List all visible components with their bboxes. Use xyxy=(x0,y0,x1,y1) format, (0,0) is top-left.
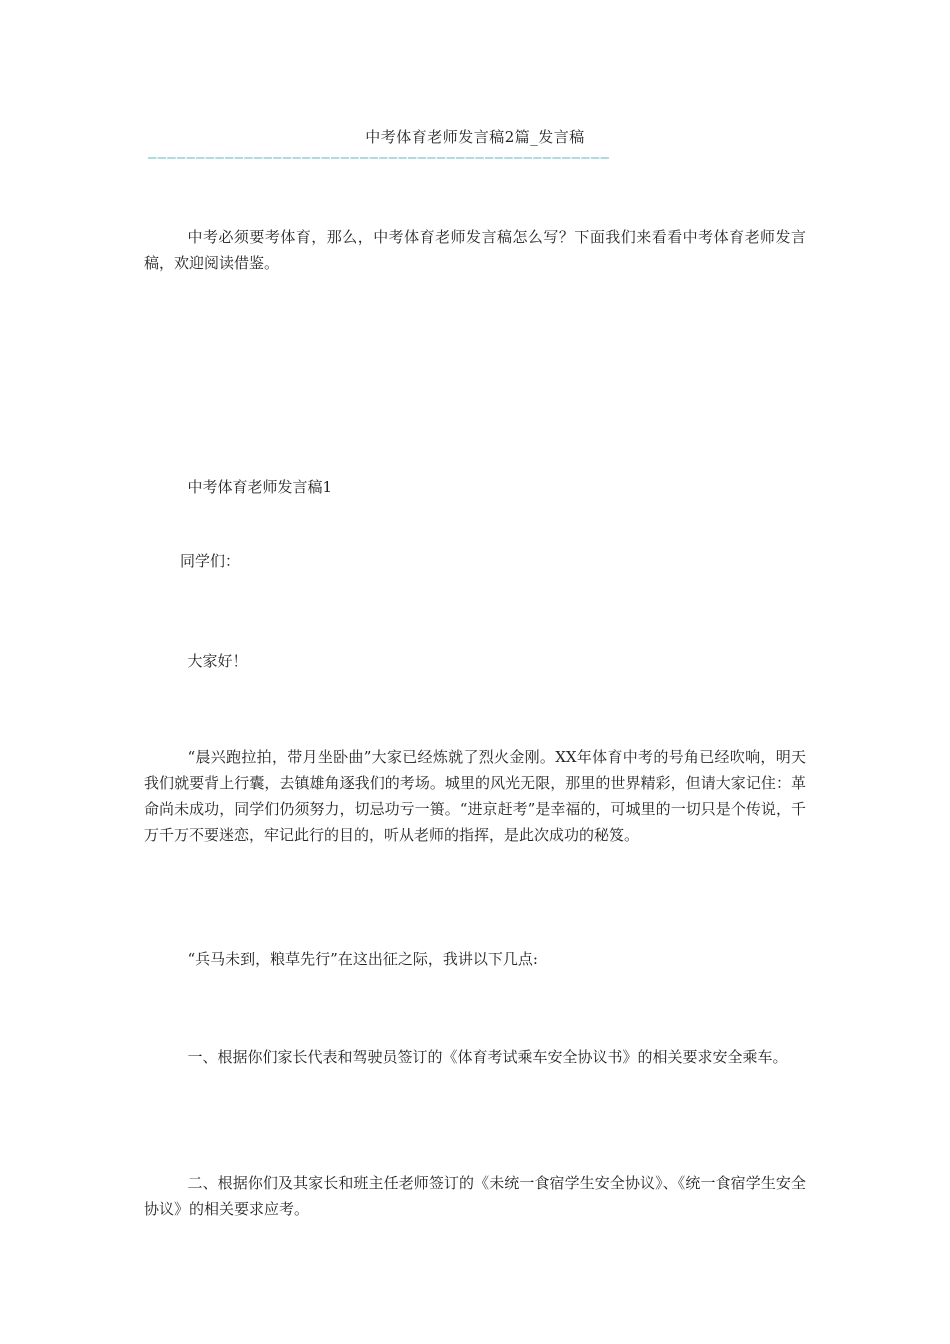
greeting: 大家好！ xyxy=(187,652,248,670)
title-divider: ———————————————————————————————————————————————— xyxy=(148,150,611,166)
section-title: 中考体育老师发言稿1 xyxy=(187,478,333,496)
intro-paragraph: 中考必须要考体育，那么，中考体育老师发言稿怎么写？下面我们来看看中考体育老师发言稿，欢迎阅读借鉴。 xyxy=(144,228,806,272)
salutation: 同学们： xyxy=(180,552,241,570)
document-title: 中考体育老师发言稿2篇_发言稿 xyxy=(365,128,585,146)
body-paragraph-1: “晨兴跑拉拍，带月坐卧曲”大家已经炼就了烈火金刚。XX年体育中考的号角已经吹响，明天我们就要背上行囊，去镇雄角逐我们的考场。城里的风光无限，那里的世界精彩，但请大家记住：革命尚未成功，同学们仍须努力，切忌功亏一篑。“进京赶考”是幸福的，可城里的一切只是个传说，千万千万不要迷恋，牢记此行的目的，听从老师的指挥，是此次成功的秘笈。 xyxy=(144,748,806,844)
point-one: 一、根据你们家长代表和驾驶员签订的《体育考试乘车安全协议书》的相关要求安全乘车。 xyxy=(187,1048,788,1066)
body-paragraph-2: “兵马未到，粮草先行”在这出征之际，我讲以下几点: xyxy=(187,950,538,968)
point-two: 二、根据你们及其家长和班主任老师签订的《未统一食宿学生安全协议》、《统一食宿学生安全协议》的相关要求应考。 xyxy=(144,1174,806,1218)
